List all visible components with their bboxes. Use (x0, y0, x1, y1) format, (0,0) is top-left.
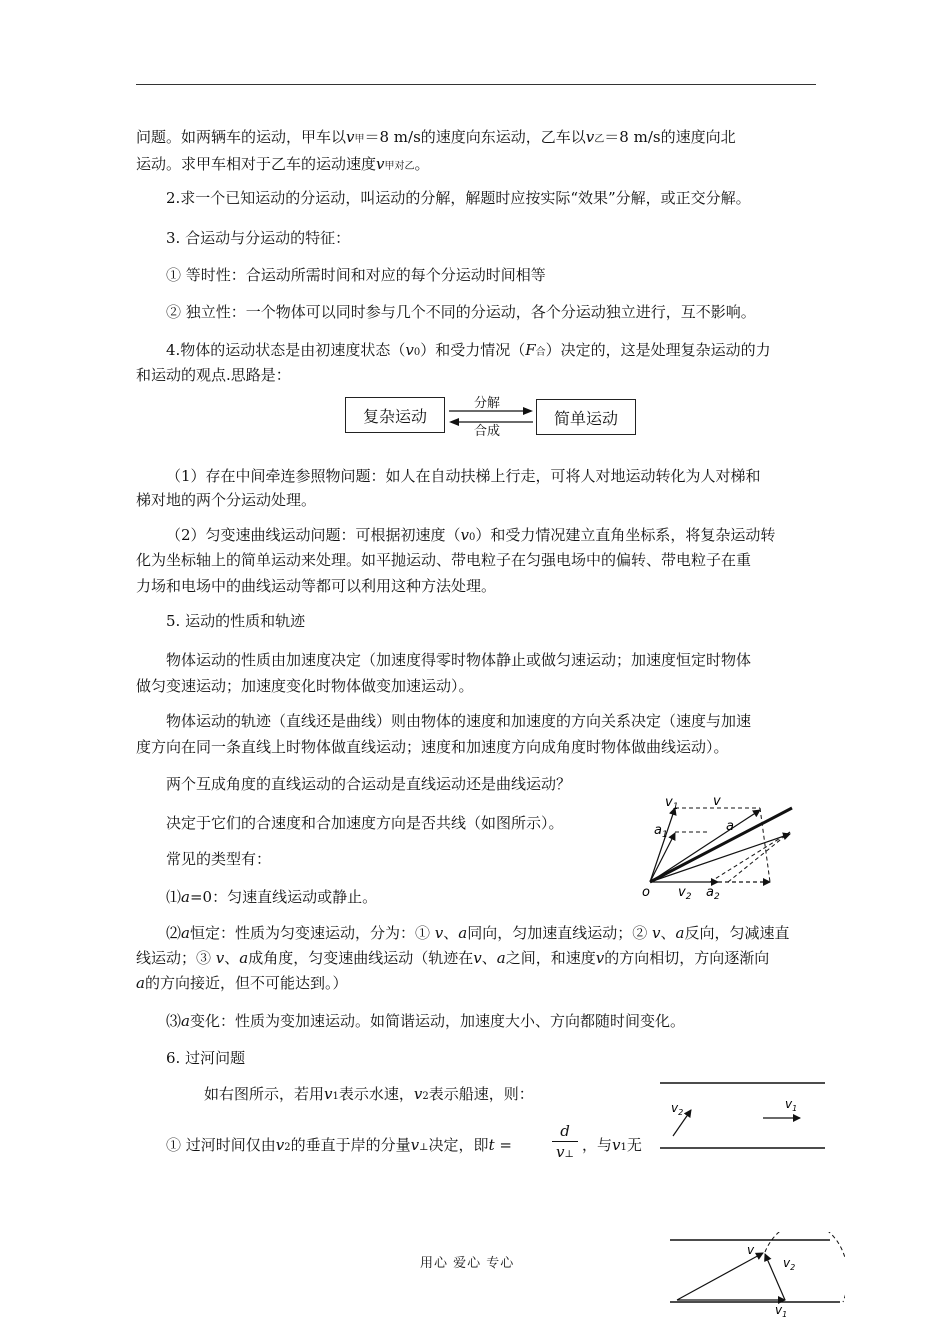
text: ① 过河时间仅由 (166, 1136, 276, 1154)
para-curvilinear-line2: 化为坐标轴上的简单运动来处理。如平抛运动、带电粒子在匀强电场中的偏转、带电粒子在重 (136, 551, 752, 569)
text: 线运动；③ (136, 949, 216, 967)
subscript: 1 (620, 1142, 627, 1153)
symbol-v: v (595, 949, 605, 967)
flow-box-simple: 简单运动 (536, 399, 636, 435)
subscript: 甲对乙 (384, 161, 415, 172)
item-crossing-time (166, 1132, 512, 1161)
subscript: 0 (469, 532, 476, 543)
symbol-v: v (346, 128, 355, 146)
text: 4.物体的运动状态是由初速度状态（ (166, 341, 406, 359)
denominator (552, 1143, 578, 1164)
para-relative-motion-line2 (136, 151, 430, 180)
symbol-a: a (496, 949, 506, 967)
item-independence: ② 独立性：一个物体可以同时参与几个不同的分运动，各个分运动独立进行，互不影响。 (166, 303, 756, 321)
para-question: 两个互成角度的直线运动的合运动是直线运动还是曲线运动？ (166, 775, 572, 793)
text: ⑴ (166, 888, 182, 906)
para-collinear: 决定于它们的合速度和合加速度方向是否共线（如图所示）。 (166, 814, 564, 832)
text: 、 (224, 949, 240, 967)
label-v1: $v_1$ (665, 795, 679, 812)
subscript: ⊥ (419, 1142, 429, 1153)
symbol-v: v (413, 1085, 423, 1103)
symbol-a: a (458, 924, 468, 942)
text: （2）匀变速曲线运动问题：可根据初速度（ (166, 526, 461, 544)
text: 、 (660, 924, 676, 942)
page-footer: 用心 爱心 专心 (420, 1256, 515, 1271)
flow-box-complex: 复杂运动 (345, 397, 445, 433)
text: 反向，匀减速直 (684, 924, 790, 942)
text: ）决定的，这是处理复杂运动的力 (545, 341, 771, 359)
text: 表示水速， (338, 1085, 414, 1103)
label-origin: o (642, 885, 650, 900)
heading-river-crossing: 6. 过河问题 (166, 1049, 246, 1067)
velocity-acceleration-diagram (630, 778, 810, 906)
item-type2 (166, 920, 789, 947)
para-relative-motion (136, 124, 736, 153)
symbol-a: a (181, 1012, 190, 1030)
text: 运动。求甲车相对于乙车的运动速度 (136, 155, 377, 173)
flow-arrows (445, 405, 537, 429)
item-type2-line3 (136, 970, 347, 997)
text: 成角度，匀变速曲线运动（轨迹在 (248, 949, 474, 967)
text: 。 (414, 155, 430, 173)
subscript: 合 (535, 347, 546, 358)
para-river-intro (204, 1081, 534, 1110)
text: 、 (443, 924, 459, 942)
flow-label-decompose: 分解 (474, 396, 501, 411)
symbol-v: v (410, 1136, 420, 1154)
symbol-v: v (585, 128, 595, 146)
text: 的方向相切，方向逐渐向 (604, 949, 770, 967)
fraction-bar (552, 1141, 578, 1142)
symbol-v: v (556, 1143, 565, 1161)
subscript: 0 (413, 347, 421, 358)
symbol-v: v (376, 155, 385, 173)
subscript: 2 (422, 1091, 429, 1102)
text: 如右图所示，若用 (204, 1085, 325, 1103)
text: = (494, 1136, 512, 1154)
river-diagram (655, 1076, 830, 1156)
subscript: ⊥ (564, 1149, 574, 1160)
text: 之间，和速度 (505, 949, 596, 967)
symbol-v: v (612, 1136, 621, 1154)
symbol-a: a (239, 949, 249, 967)
fraction-d-over-vperp (552, 1122, 578, 1164)
vector-v (677, 1253, 763, 1300)
heading-nature-trajectory: 5. 运动的性质和轨迹 (166, 612, 306, 630)
text: 无 (626, 1136, 642, 1154)
circle-arc (765, 1232, 845, 1302)
para-decomposition: 2.求一个已知运动的分运动，叫运动的分解，解题时应按实际“效果”分解，或正交分解。 (166, 189, 751, 207)
label-a: a (726, 819, 734, 834)
text: 问题。如两辆车的运动，甲车以 (136, 128, 347, 146)
symbol-v: v (324, 1085, 333, 1103)
item-crossing-time-tail (582, 1132, 642, 1161)
label-v1: $v_1$ (785, 1097, 798, 1113)
text: 决定，即 (428, 1136, 489, 1154)
text: ）和受力情况建立直角坐标系，将复杂运动转 (475, 526, 776, 544)
symbol-a: a (675, 924, 685, 942)
symbol-v: v (651, 924, 661, 942)
text: ，与 (582, 1136, 613, 1154)
label-a1: $a_1$ (654, 823, 668, 840)
para-curvilinear-line3: 力场和电场中的曲线运动等都可以利用这种方法处理。 (136, 577, 497, 595)
item-type3 (166, 1008, 685, 1035)
symbol-v: v (473, 949, 482, 967)
para-nature-line2: 做匀变速运动；加速度变化时物体做变加速运动）。 (136, 677, 474, 695)
text: 恒定：性质为匀变速运动，分为：① (189, 924, 435, 942)
label-a2: $a_2$ (706, 885, 720, 902)
para-nature: 物体运动的性质由加速度决定（加速度得零时物体静止或做匀速运动；加速度恒定时物体 (166, 651, 752, 669)
para-reference-frame: （1）存在中间牵连参照物问题：如人在自动扶梯上行走，可将人对地运动转化为人对梯和 (166, 467, 761, 485)
text: ＝8 m/s的速度向北 (604, 128, 736, 146)
label-v: v (713, 794, 721, 809)
text: 表示船速，则： (428, 1085, 534, 1103)
flow-label-compose: 合成 (474, 424, 501, 439)
symbol-f: F (525, 341, 536, 359)
text: ＝8 m/s的速度向东运动，乙车以 (364, 128, 586, 146)
item-isochronism: ① 等时性：合运动所需时间和对应的每个分运动时间相等 (166, 266, 546, 284)
label-v2: $v_2$ (671, 1101, 684, 1117)
symbol-a: a (136, 974, 145, 992)
symbol-v0: v (460, 526, 470, 544)
para-trajectory-line2: 度方向在同一条直线上时物体做直线运动；速度和加速度方向成角度时物体做曲线运动）。 (136, 738, 729, 756)
text: 、 (481, 949, 497, 967)
header-rule (136, 84, 816, 85)
symbol-v0: v (405, 341, 414, 359)
item-type2-line2 (136, 945, 769, 972)
text: ）和受力情况（ (420, 341, 526, 359)
symbol-v: v (215, 949, 225, 967)
text: ⑶ (166, 1012, 182, 1030)
numerator: d (560, 1122, 570, 1140)
symbol-a: a (181, 924, 190, 942)
symbol-t: t (488, 1136, 495, 1154)
item-type1 (166, 884, 377, 911)
symbol-a: a (181, 888, 190, 906)
label-v2: $v_2$ (783, 1256, 796, 1272)
text: ⑵ (166, 924, 182, 942)
text: 变化：性质为变加速运动。如简谐运动，加速度大小、方向都随时间变化。 (189, 1012, 685, 1030)
para-trajectory: 物体运动的轨迹（直线还是曲线）则由物体的速度和加速度的方向关系决定（速度与加速 (166, 712, 752, 730)
subscript: 甲 (354, 134, 365, 145)
para-types: 常见的类型有： (166, 850, 272, 868)
para-reference-frame-line2: 梯对地的两个分运动处理。 (136, 491, 317, 509)
minimum-displacement-diagram (665, 1232, 845, 1332)
label-v: v (747, 1243, 755, 1257)
text: 的方向接近，但不可能达到。） (144, 974, 348, 992)
label-v2: $v_2$ (678, 885, 692, 902)
vector-v2 (765, 1254, 785, 1300)
subscript: 乙 (594, 134, 605, 145)
text: 的垂直于岸的分量 (290, 1136, 411, 1154)
symbol-v: v (275, 1136, 285, 1154)
subscript: 1 (332, 1091, 339, 1102)
text: =0：匀速直线运动或静止。 (189, 888, 378, 906)
heading-features: 3. 合运动与分运动的特征： (166, 229, 351, 247)
para-motion-state-line2: 和运动的观点.思路是： (136, 366, 291, 384)
symbol-v: v (434, 924, 444, 942)
label-v1: $v_1$ (775, 1303, 788, 1319)
text: 同向，匀加速直线运动；② (467, 924, 652, 942)
subscript: 2 (284, 1142, 291, 1153)
